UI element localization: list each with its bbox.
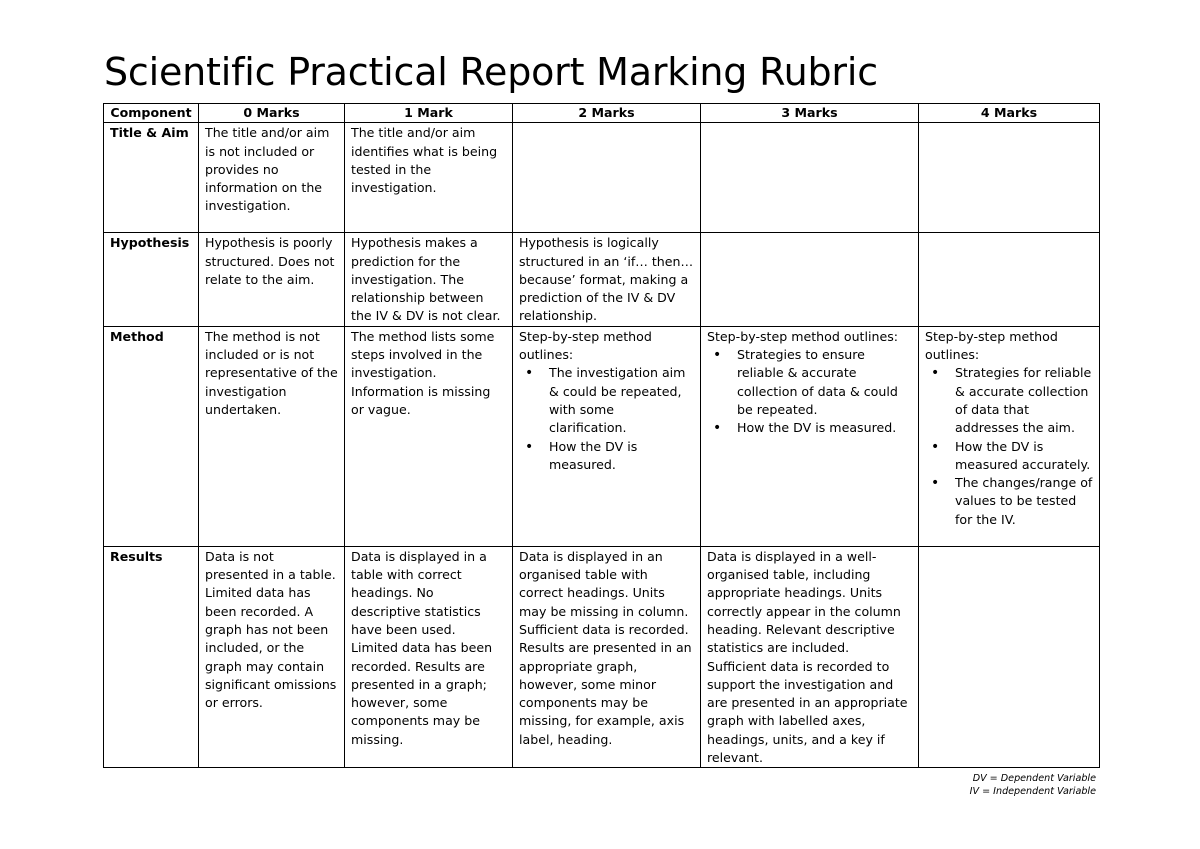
bullet-item: • Strategies to ensure reliable & accurate collection of data & could be repeated. [729,346,912,419]
rubric-row-results [104,546,1100,768]
bullet-list [925,364,1093,529]
component-label: Title & Aim [104,123,199,233]
rubric-cell: Data is displayed in an organised table with correct headings. Units may be missing in column. Sufficient data is recorded. Results are presented in an appropriate graph, however, some minor components may be missing, for example, axis label, heading. [513,546,701,768]
rubric-cell [919,123,1100,233]
rubric-cell: The method lists some steps involved in the investigation. Information is missing or vague. [345,326,513,546]
column-header-3-marks: 3 Marks [701,104,919,123]
rubric-cell: Hypothesis is logically structured in an ‘if… then… because’ format, making a prediction of the IV & DV relationship. [513,233,701,326]
method-lead-text: Step-by-step method outlines: [707,328,899,344]
rubric-row-title-aim [104,123,1100,233]
rubric-cell [919,546,1100,768]
rubric-cell [513,123,701,233]
component-label: Method [104,326,199,546]
marking-rubric-table [103,103,1100,768]
rubric-cell: Hypothesis is poorly structured. Does not relate to the aim. [199,233,345,326]
rubric-cell [919,233,1100,326]
rubric-cell: Data is not presented in a table. Limited data has been recorded. A graph has not been included, or the graph may contain significant omissions or errors. [199,546,345,768]
bullet-list [707,346,912,437]
bullet-item: • The changes/range of values to be tested for the IV. [947,474,1093,529]
rubric-cell: The title and/or aim is not included or provides no information on the investigation. [199,123,345,233]
bullet-item: • How the DV is measured. [541,438,694,475]
column-header-2-marks: 2 Marks [513,104,701,123]
rubric-row-method [104,326,1100,546]
column-header-4-marks: 4 Marks [919,104,1100,123]
rubric-cell: Hypothesis makes a prediction for the investigation. The relationship between the IV & DV is not clear. [345,233,513,326]
rubric-cell [919,326,1100,546]
method-lead-text: Step-by-step method outlines: [519,328,652,363]
bullet-item: • How the DV is measured. [729,419,912,437]
footnote-iv: IV = Independent Variable [969,786,1096,797]
bullet-item: • Strategies for reliable & accurate collection of data that addresses the aim. [947,364,1093,437]
component-label: Results [104,546,199,768]
column-header-0-marks: 0 Marks [199,104,345,123]
rubric-cell: The title and/or aim identifies what is being tested in the investigation. [345,123,513,233]
component-label: Hypothesis [104,233,199,326]
column-header-component: Component [104,104,199,123]
footnotes [970,772,1096,798]
page-title: Scientific Practical Report Marking Rubric [104,50,878,94]
bullet-item: • The investigation aim & could be repeated, with some clarification. [541,364,694,437]
rubric-cell [701,123,919,233]
rubric-cell [701,326,919,546]
rubric-cell: Data is displayed in a table with correct headings. No descriptive statistics have been used. Limited data has been recorded. Results are presented in a graph; however, some components may be missing. [345,546,513,768]
column-header-1-mark: 1 Mark [345,104,513,123]
rubric-cell: Data is displayed in a well-organised table, including appropriate headings. Units correctly appear in the column heading. Relevant descriptive statistics are included. Sufficient data is recorded to support the investigation and are presented in an appropriate graph with labelled axes, headings, units, and a key if relevant. [701,546,919,768]
rubric-row-hypothesis [104,233,1100,326]
rubric-cell [513,326,701,546]
rubric-cell [701,233,919,326]
footnote-dv: DV = Dependent Variable [972,773,1096,784]
method-lead-text: Step-by-step method outlines: [925,328,1058,363]
rubric-cell: The method is not included or is not representative of the investigation undertaken. [199,326,345,546]
bullet-list [519,364,694,474]
bullet-item: • How the DV is measured accurately. [947,438,1093,475]
header-row [104,104,1100,123]
